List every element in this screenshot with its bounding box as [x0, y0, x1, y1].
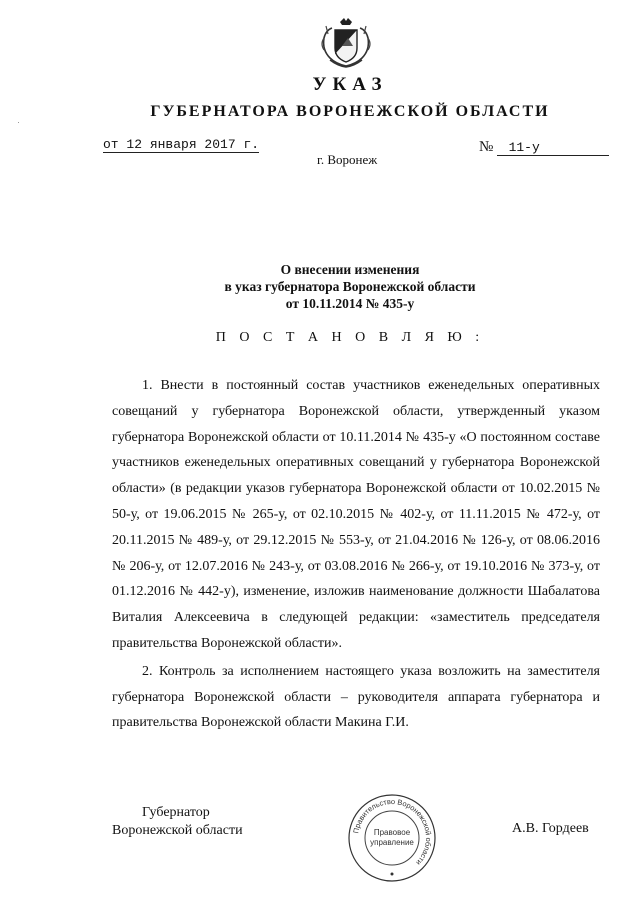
signer-position-line-2: Воронежской области	[112, 823, 243, 838]
stamp-ring-text: Правительство Воронежской области	[351, 796, 434, 868]
stamp-center-line-1: Правовое	[373, 828, 411, 837]
city-label: г. Воронеж	[317, 152, 378, 167]
resolution-word: П О С Т А Н О В Л Я Ю :	[215, 330, 485, 345]
paragraph-2: 2. Контроль за исполнением настоящего указа возложить на заместителя губернатора Воронежской области – руководителя аппарата губернатора и правительства Воронежской области Макина Г.И.	[112, 663, 600, 731]
signer-position	[112, 804, 243, 840]
stamp-center-line-2: управление	[370, 838, 414, 847]
heading-line-2: в указ губернатора Воронежской области	[224, 279, 476, 294]
document-title: УКАЗ	[312, 74, 388, 95]
signer-name: А.В. Гордеев	[512, 821, 589, 836]
document-subtitle: ГУБЕРНАТОРА ВОРОНЕЖСКОЙ ОБЛАСТИ	[150, 103, 550, 120]
decree-date	[103, 137, 259, 153]
decree-heading	[0, 261, 640, 312]
date-value: 12 января 2017 г.	[126, 137, 260, 152]
round-seal-stamp-icon	[339, 793, 445, 883]
heading-line-1: О внесении изменения	[280, 262, 420, 277]
date-prefix: от	[103, 137, 119, 152]
margin-mark	[18, 122, 19, 123]
document-body	[112, 373, 600, 736]
number-value: 11-у	[497, 140, 609, 156]
decree-number	[479, 139, 609, 156]
signer-position-line-1: Губернатор	[142, 805, 210, 820]
number-sign: №	[479, 139, 494, 155]
paragraph-1: 1. Внести в постоянный состав участников еженедельных оперативных совещаний у губернатора Воронежской области, утвержденный указом губернатора Воронежской области от 10.11.2014 № 435-у «О постоянном составе участников еженедельных оперативных совещаний у губернатора Воронежской области» (в редакции указов губернатора Воронежской области от 10.02.2015 № 50-у, от 19.06.2015 № 265-у, от 02.10.2015 № 402-у, от 11.11.2015 № 472-у, от 20.11.2015 № 489-у, от 29.12.2015 № 553-у, от 21.04.2016 № 126-у, от 08.06.2016 № 206-у, от 12.07.2016 № 243-у, от 03.08.2016 № 266-у, от 19.10.2016 № 373-у, от 01.12.2016 № 442-у), изменение, изложив наименование должности Шабалатова Виталия Алексеевича в следующей редакции: «заместитель председателя правительства Воронежской области».	[112, 378, 600, 651]
heading-line-3: от 10.11.2014 № 435-у	[285, 296, 415, 311]
voronezh-coat-of-arms-icon	[318, 16, 374, 72]
